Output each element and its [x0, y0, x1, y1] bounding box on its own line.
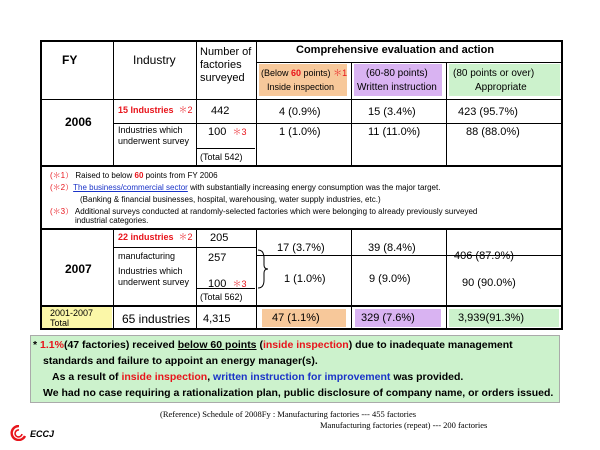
ind-below60-2006: 4 (0.9%) [279, 106, 321, 118]
total-fy-cell [42, 307, 112, 328]
underwent-2006-1: Industries which [118, 125, 183, 135]
summary-line-3: As a result of inside inspection, written instruction for improvement was provided. [52, 371, 464, 383]
und-80-2006: 88 (88.0%) [466, 126, 520, 138]
grid-line [113, 123, 562, 124]
note-marker: ＊2 [178, 232, 193, 242]
note-marker: ＊1 [333, 68, 348, 78]
grid-line [256, 62, 562, 63]
total-mid-cell [355, 309, 441, 327]
grid-line [41, 228, 562, 230]
note-marker: ＊3 [232, 127, 247, 137]
total-fy-1: 2001-2007 [50, 308, 94, 318]
below60-label-b: 60 [291, 68, 302, 78]
total-high-cell [449, 309, 559, 327]
und-80-2007: 90 (90.0%) [462, 277, 516, 289]
total-mid: 329 (7.6%) [361, 312, 415, 324]
grid-line [256, 255, 562, 256]
high-header-cell [449, 64, 560, 96]
header-num-2: factories [200, 59, 242, 71]
top-below60-2007: 17 (3.7%) [277, 242, 325, 254]
total-high: 3,939(91.3%) [458, 312, 525, 324]
mid-header-cell [354, 64, 442, 96]
total-2007-cell [197, 288, 255, 305]
count-2007: 205 [210, 232, 229, 244]
below60-sub: Inside inspection [267, 82, 335, 92]
grid-line [256, 41, 257, 165]
total-2006-cell [197, 148, 255, 165]
header-comprehensive: Comprehensive evaluation and action [296, 44, 495, 56]
fy-2006: 2006 [65, 115, 92, 129]
underwent-2007-1: Industries which [118, 266, 183, 276]
grid-line [446, 229, 447, 329]
below60-label-c: points) [301, 68, 331, 78]
industries-2007: 22 industries [118, 232, 174, 242]
grid-line [196, 41, 197, 165]
header-num-3: surveyed [200, 72, 245, 84]
count-2006: 442 [211, 105, 230, 117]
grid-line [196, 229, 197, 329]
ind-60-80-2006: 15 (3.4%) [368, 106, 416, 118]
note-1: (＊1） Raised to below 60 points from FY 2006 [50, 171, 218, 180]
mid-sub: Written instruction [357, 82, 437, 93]
total-count: 4,315 [203, 313, 231, 325]
reference-line-2: Manufacturing factories (repeat) --- 200 factories [320, 420, 488, 430]
manufacturing-2007: manufacturing [118, 251, 176, 261]
total-2007: (Total 562) [200, 292, 243, 302]
eccj-logo-icon [10, 425, 28, 441]
top-80-2007: 406 (87.9%) [454, 250, 514, 262]
note-2: (＊2）The business/commercial sector with substantially increasing energy consumption was the major target. [50, 183, 441, 192]
summary-line-4: We had no case requiring a rationalization plan, public disclosure of company name, or orders issued. [43, 387, 554, 399]
mid-label: (60-80 points) [366, 68, 428, 79]
und-60-80-2007: 9 (9.0%) [369, 273, 411, 285]
eccj-logo-text: ECCJ [30, 429, 55, 439]
reference-line-1: (Reference) Schedule of 2008Fy : Manufacturing factories --- 455 factories [160, 409, 417, 419]
grid-line [41, 99, 562, 100]
total-fy-2: Total [50, 318, 70, 328]
total-2006: (Total 542) [200, 152, 243, 162]
below60-label-a: (Below [261, 68, 292, 78]
note-marker: ＊3 [232, 279, 247, 289]
und-below60-2007: 1 (1.0%) [284, 273, 326, 285]
high-label: (80 points or over) [453, 68, 535, 79]
grid-line [113, 229, 114, 329]
grid-line [41, 305, 562, 307]
grid-line [446, 62, 447, 165]
grid-line [351, 62, 352, 165]
high-sub: Appropriate [475, 82, 527, 93]
summary-line-1: * 1.1%(47 factories) received below 60 points (inside inspection) due to inadequate management [33, 339, 513, 351]
note-3: (＊3） Additional surveys conducted at randomly-selected factories which were belonging to already previously surveyed [50, 207, 478, 216]
note-marker: ＊2 [178, 105, 193, 115]
grid-line [113, 247, 256, 248]
industries-2006: 15 Industries [118, 105, 174, 115]
grid-line [41, 165, 562, 167]
note-2-sub: (Banking & financial businesses, hospital, warehousing, water supply industries, etc.) [80, 195, 381, 204]
grid-line [351, 229, 352, 329]
total-below60-cell [262, 309, 346, 327]
underwent-2007-2: underwent survey [118, 277, 190, 287]
manufacturing-count-2007: 257 [208, 252, 227, 264]
total-industries: 65 industries [122, 312, 191, 326]
grid-line [113, 41, 114, 165]
summary-line-2: standards and failure to appoint an energy manager(s). [43, 355, 318, 367]
header-fy: FY [62, 53, 78, 67]
und-below60-2006: 1 (1.0%) [279, 126, 321, 138]
ind-80-2006: 423 (95.7%) [458, 106, 518, 118]
brace-icon [256, 248, 270, 290]
underwent-count-2007: 100 [208, 278, 227, 290]
note-3-cont: industrial categories. [75, 216, 149, 225]
top-60-80-2007: 39 (8.4%) [368, 242, 416, 254]
total-below60: 47 (1.1%) [272, 312, 320, 324]
below60-header-cell [259, 64, 347, 96]
business-sector-link[interactable]: The business/commercial sector [73, 183, 188, 192]
underwent-2006-2: underwent survey [118, 136, 190, 146]
fy-2007: 2007 [65, 262, 92, 276]
underwent-count-2006: 100 [208, 126, 227, 138]
und-60-80-2006: 11 (11.0%) [368, 126, 421, 138]
header-num-1: Number of [200, 46, 252, 58]
header-industry: Industry [133, 53, 176, 67]
